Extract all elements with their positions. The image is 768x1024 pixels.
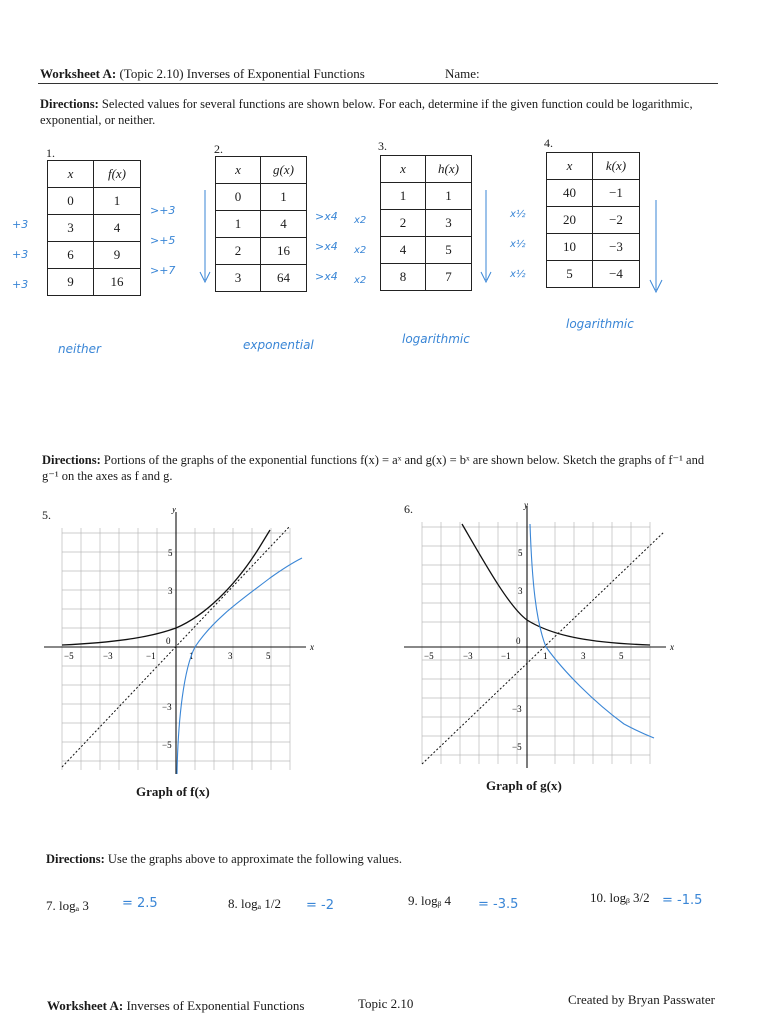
svg-text:0: 0 [516, 636, 521, 646]
graph-5 [44, 508, 319, 780]
svg-text:3: 3 [518, 586, 523, 596]
svg-text:−5: −5 [512, 742, 522, 752]
answer-8: = -2 [306, 898, 334, 913]
svg-text:−3: −3 [103, 651, 113, 661]
svg-text:−5: −5 [424, 651, 434, 661]
svg-text:x: x [310, 642, 314, 652]
table-row: 1 4 [216, 211, 307, 238]
answer-table-1: neither [58, 342, 101, 356]
table-row: 0 1 [216, 184, 307, 211]
question-7: 7. logₐ 3 [46, 898, 89, 913]
svg-text:1: 1 [543, 651, 548, 661]
table-row: 40 −1 [547, 180, 640, 207]
table-row: 0 1 [48, 188, 141, 215]
graph-6-number: 6. [404, 502, 413, 516]
footer-title: Worksheet A: Inverses of Exponential Functions [47, 998, 305, 1013]
table-row: 20 −2 [547, 207, 640, 234]
directions-1: Directions: Selected values for several functions are shown below. For each, determine if the given function could be logarithmic, exponential, or neither. [40, 97, 693, 127]
table-header: h(x) [426, 156, 472, 183]
svg-text:1: 1 [189, 651, 194, 661]
svg-text:3: 3 [228, 651, 233, 661]
svg-text:−5: −5 [162, 740, 172, 750]
header-rule [38, 83, 718, 84]
handwritten-notes-table-4-left: x½ x½ x½ [510, 209, 526, 280]
table-header: k(x) [593, 153, 640, 180]
table-row: 10 −3 [547, 234, 640, 261]
table-row: 6 9 [48, 242, 141, 269]
name-label: Name: [445, 66, 480, 81]
table-4-number: 4. [544, 136, 553, 150]
worksheet-title: Worksheet A: (Topic 2.10) Inverses of Exponential Functions [40, 66, 365, 81]
svg-text:−1: −1 [501, 651, 511, 661]
table-row: 1 1 [381, 183, 472, 210]
svg-text:−3: −3 [512, 704, 522, 714]
svg-text:−5: −5 [64, 651, 74, 661]
graph-6 [404, 502, 679, 772]
answer-table-2: exponential [243, 338, 314, 352]
svg-text:3: 3 [581, 651, 586, 661]
table-row: 2 16 [216, 238, 307, 265]
svg-text:x: x [670, 642, 674, 652]
handwritten-notes-table-3-left: x2 x2 x2 [354, 215, 367, 286]
table-header: g(x) [261, 157, 307, 184]
svg-text:0: 0 [166, 636, 171, 646]
handwritten-notes-table-1-left: +3 +3 +3 [12, 218, 29, 291]
table-header: f(x) [94, 161, 141, 188]
svg-text:−1: −1 [146, 651, 156, 661]
table-row: 4 5 [381, 237, 472, 264]
graph-5-number: 5. [42, 508, 51, 522]
table-row: 9 16 [48, 269, 141, 296]
graph-6-caption: Graph of g(x) [486, 778, 562, 793]
answer-10: = -1.5 [662, 893, 703, 908]
table-header: x [547, 153, 593, 180]
footer-topic: Topic 2.10 [358, 996, 414, 1011]
table-row: 2 3 [381, 210, 472, 237]
svg-text:y: y [524, 502, 528, 510]
table-3-number: 3. [378, 139, 387, 153]
question-9: 9. logᵦ 4 [408, 893, 452, 908]
table-row: 8 7 [381, 264, 472, 291]
graph-5-caption: Graph of f(x) [136, 784, 210, 799]
handwritten-notes-table-2-right: >x4 >x4 >x4 [315, 210, 338, 283]
footer-credit: Created by Bryan Passwater [568, 992, 715, 1007]
answer-7: = 2.5 [122, 896, 158, 911]
svg-text:5: 5 [168, 548, 173, 558]
svg-text:5: 5 [518, 548, 523, 558]
table-row: 3 64 [216, 265, 307, 292]
svg-text:3: 3 [168, 586, 173, 596]
table-header: x [216, 157, 261, 184]
table-row: 5 −4 [547, 261, 640, 288]
svg-text:y: y [172, 508, 176, 514]
question-8: 8. logₐ 1/2 [228, 896, 282, 911]
directions-3: Directions: Use the graphs above to approximate the following values. [46, 852, 402, 866]
table-2-number: 2. [214, 142, 223, 156]
svg-text:−3: −3 [162, 702, 172, 712]
answer-table-3: logarithmic [402, 332, 470, 346]
answer-table-4: logarithmic [566, 317, 634, 331]
table-1-number: 1. [46, 146, 55, 160]
table-header: x [381, 156, 426, 183]
answer-9: = -3.5 [478, 897, 519, 912]
question-10: 10. logᵦ 3/2 [590, 890, 650, 905]
handwritten-notes-table-1-right: >+3 >+5 >+7 [150, 204, 176, 277]
svg-text:5: 5 [266, 651, 271, 661]
table-row: 3 4 [48, 215, 141, 242]
handwritten-arrows [0, 150, 768, 300]
svg-text:5: 5 [619, 651, 624, 661]
directions-2: Directions: Portions of the graphs of the exponential functions f(x) = aˣ and g(x) = bˣ are shown below. Sketch the graphs of f⁻¹ and g⁻¹ on the axes as f and g. [42, 453, 705, 483]
svg-text:−3: −3 [463, 651, 473, 661]
table-header: x [48, 161, 94, 188]
